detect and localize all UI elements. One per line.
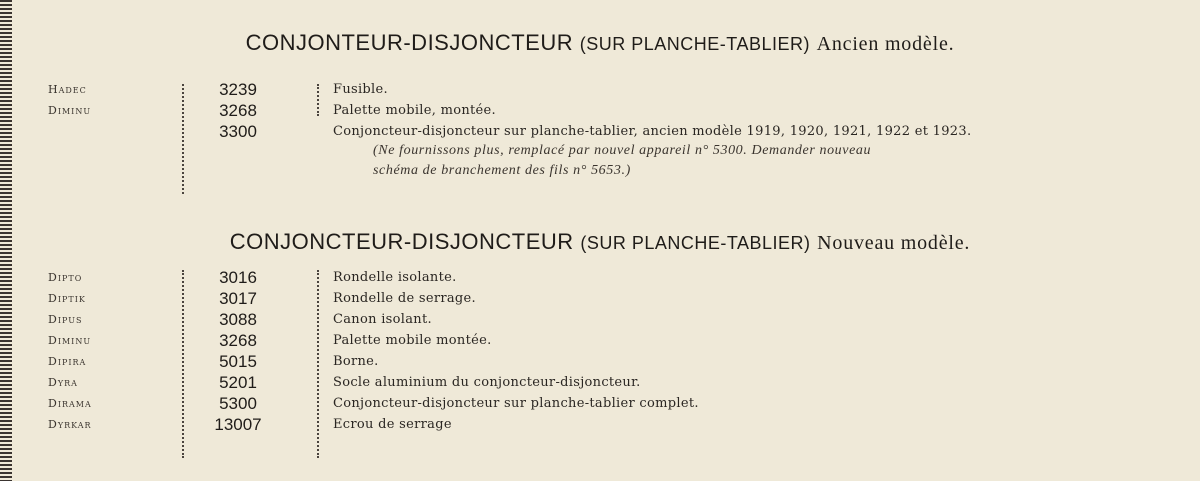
- section-1-title-paren: (SUR PLANCHE-TABLIER): [579, 34, 810, 54]
- part-description: Palette mobile, montée.: [333, 103, 496, 118]
- part-number: 3017: [219, 289, 257, 308]
- part-code: Dyrkar: [48, 418, 92, 431]
- part-row: [0, 310, 1200, 331]
- part-code: Dipira: [48, 355, 87, 368]
- section-1-parts-list: [0, 80, 1200, 143]
- part-code: Dipus: [48, 313, 83, 326]
- section-1-title-model: Ancien modèle.: [816, 33, 955, 55]
- part-row: [0, 268, 1200, 289]
- part-code: Dipto: [48, 271, 83, 284]
- part-number: 3239: [219, 80, 257, 99]
- part-row: [0, 289, 1200, 310]
- part-description: Fusible.: [333, 82, 388, 97]
- part-code: Diminu: [48, 104, 92, 117]
- section-1-title: [0, 30, 1200, 56]
- note-line: schéma de branchement des fils n° 5653.): [373, 163, 631, 178]
- part-row: [0, 331, 1200, 352]
- part-code: Diminu: [48, 334, 92, 347]
- part-row: [0, 394, 1200, 415]
- part-number: 5015: [219, 352, 257, 371]
- part-row: [0, 415, 1200, 436]
- part-row: [0, 122, 1200, 143]
- part-description: Rondelle isolante.: [333, 270, 457, 285]
- part-description: Canon isolant.: [333, 312, 432, 327]
- part-number: 3300: [219, 122, 257, 141]
- section-2-title-model: Nouveau modèle.: [817, 232, 971, 254]
- section-2-title-main: CONJONCTEUR-DISJONCTEUR: [229, 229, 574, 254]
- section-2-parts-list: [0, 268, 1200, 436]
- part-description: Palette mobile montée.: [333, 333, 492, 348]
- part-code: Hadec: [48, 83, 87, 96]
- part-number: 3088: [219, 310, 257, 329]
- part-code: Diptik: [48, 292, 86, 305]
- part-number: 5201: [219, 373, 257, 392]
- note-line: (Ne fournissons plus, remplacé par nouvel appareil n° 5300. Demander nouveau: [373, 143, 872, 158]
- section-1-title-main: CONJONTEUR-DISJONCTEUR: [245, 30, 574, 55]
- section-2-title: [0, 229, 1200, 255]
- part-number: 3016: [219, 268, 257, 287]
- part-description: Ecrou de serrage: [333, 417, 452, 432]
- part-description: Borne.: [333, 354, 379, 369]
- part-number: 13007: [214, 415, 262, 434]
- part-description: Rondelle de serrage.: [333, 291, 476, 306]
- part-description: Socle aluminium du conjoncteur-disjoncteur.: [333, 375, 641, 390]
- part-number: 3268: [219, 101, 257, 120]
- section-2-title-paren: (SUR PLANCHE-TABLIER): [580, 233, 811, 253]
- part-row: [0, 373, 1200, 394]
- part-code: Dirama: [48, 397, 92, 410]
- part-row: [0, 352, 1200, 373]
- section-1-note: [373, 141, 1173, 181]
- part-row: [0, 80, 1200, 101]
- part-number: 3268: [219, 331, 257, 350]
- part-row: [0, 101, 1200, 122]
- part-code: Dyra: [48, 376, 78, 389]
- part-description: Conjoncteur-disjoncteur sur planche-tablier, ancien modèle 1919, 1920, 1921, 1922 et 1923.: [333, 124, 972, 139]
- part-description: Conjoncteur-disjoncteur sur planche-tablier complet.: [333, 396, 699, 411]
- part-number: 5300: [219, 394, 257, 413]
